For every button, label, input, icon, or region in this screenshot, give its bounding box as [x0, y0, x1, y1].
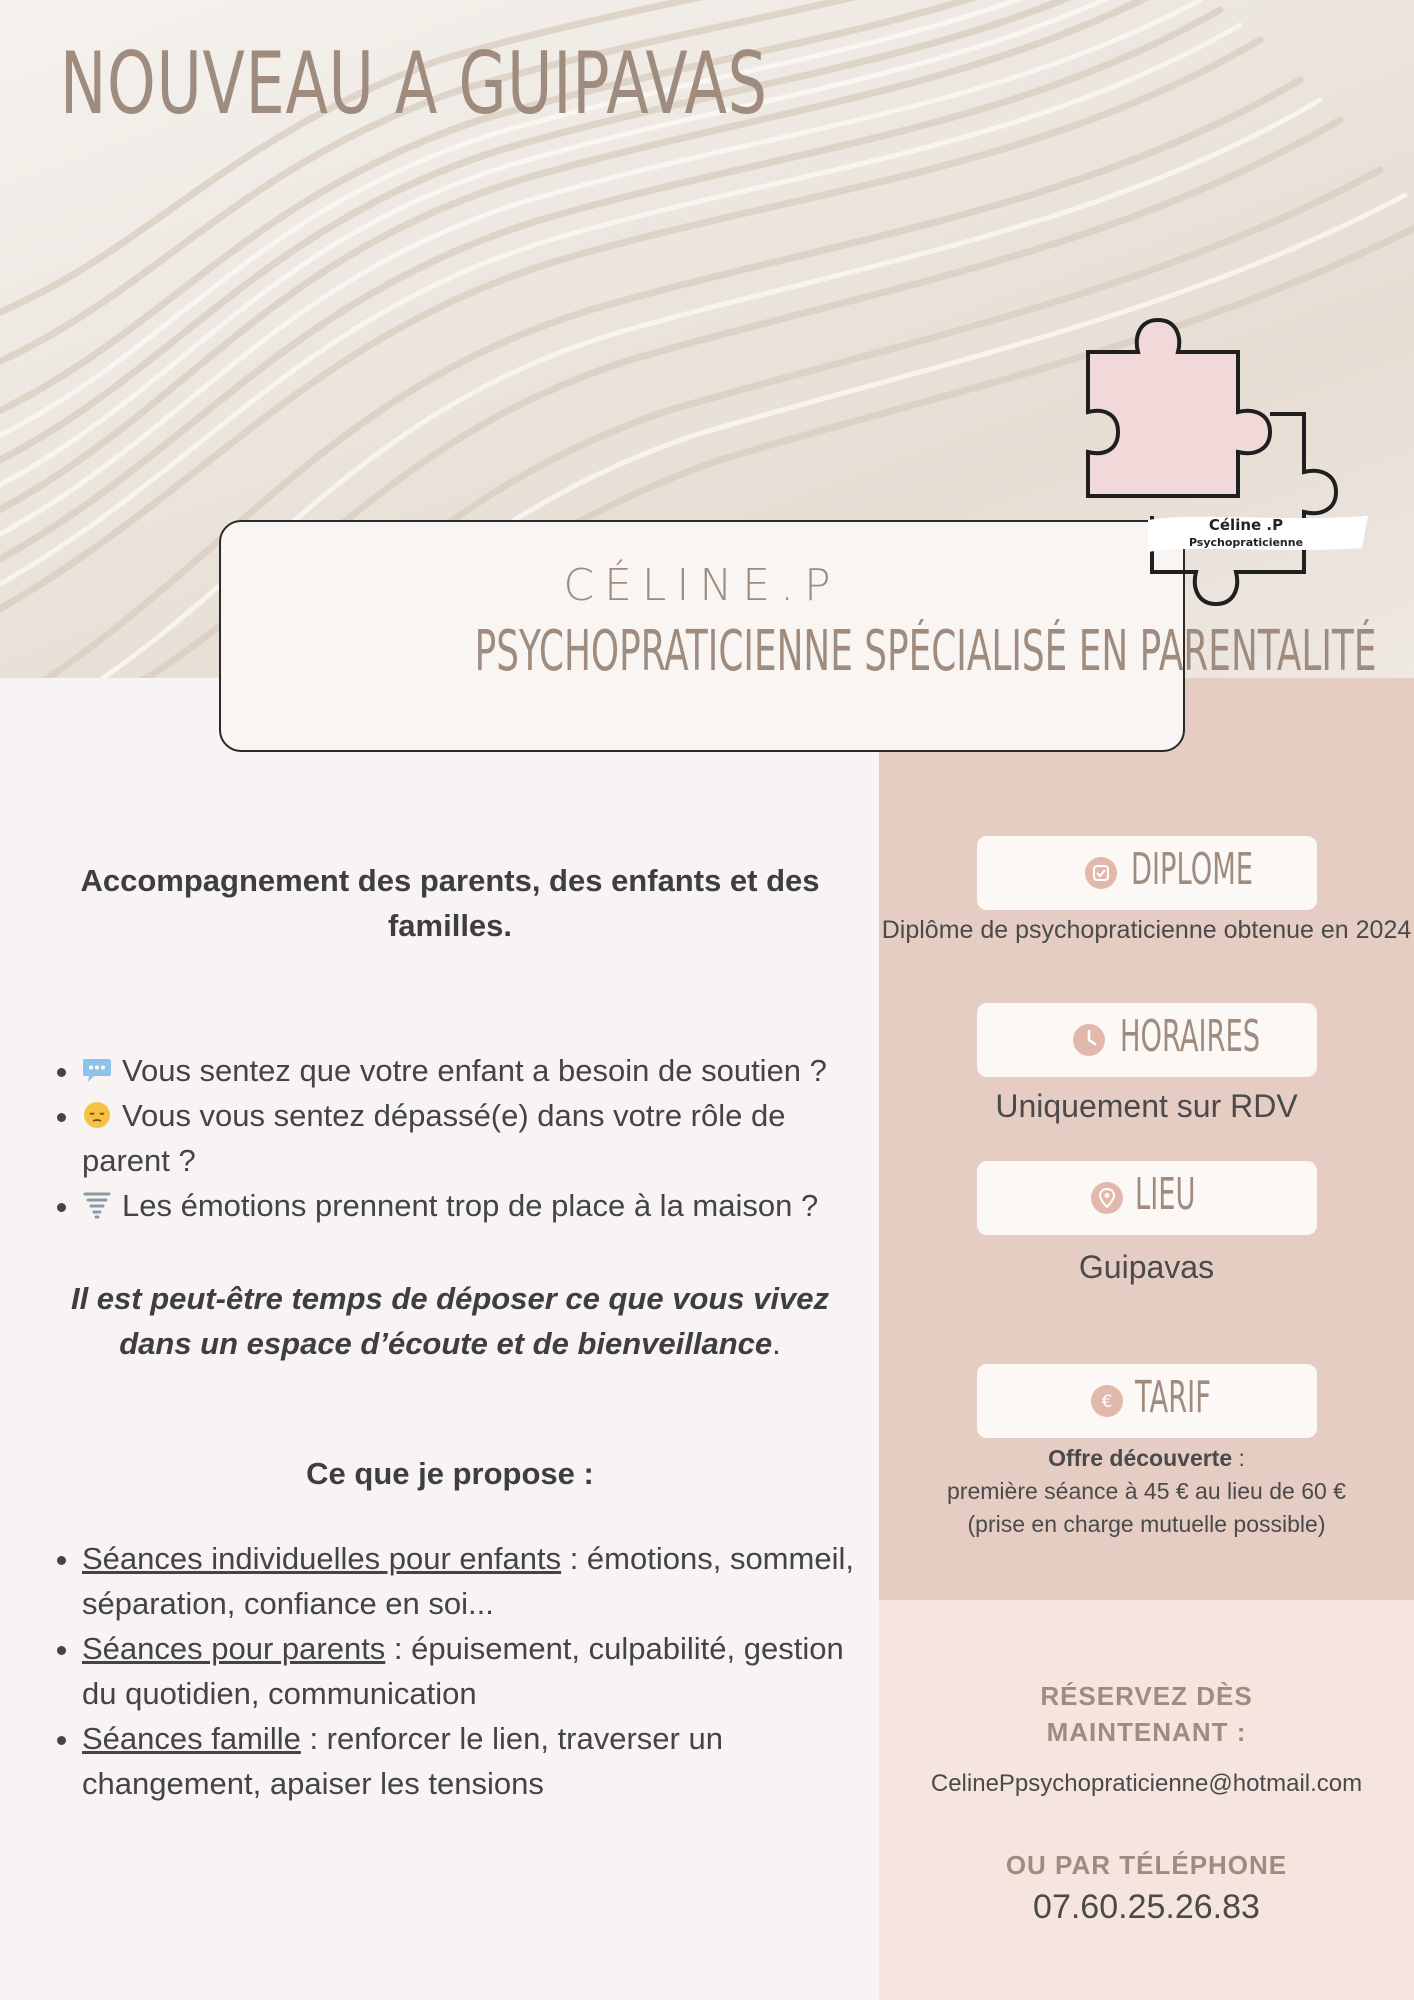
question-list [40, 1048, 860, 1228]
lieu-badge [977, 1161, 1317, 1235]
certificate-icon [1085, 857, 1117, 889]
diplome-text: Diplôme de psychopraticienne obtenue en 2024 [881, 916, 1412, 944]
service-label: Séances individuelles pour enfants [82, 1541, 562, 1576]
list-item [82, 1048, 860, 1093]
offer-text: première séance à 45 € au lieu de 60 € [947, 1478, 1346, 1504]
tarif-badge [977, 1364, 1317, 1438]
name-banner [219, 520, 1377, 752]
list-item [82, 1183, 860, 1228]
main-content [40, 858, 860, 1806]
diplome-badge [977, 836, 1317, 910]
reserve-heading: RÉSERVEZ DÈS MAINTENANT : [1040, 1681, 1253, 1747]
offer-label: Offre découverte [1048, 1445, 1233, 1471]
logo-subtitle: Psychopraticienne [1188, 536, 1304, 549]
offer-line [879, 1442, 1414, 1475]
service-text: : émotions, sommeil, séparation, confiance en soi... [82, 1541, 854, 1621]
tarif-label: TARIF [1135, 1372, 1211, 1423]
service-text: : épuisement, culpabilité, gestion du quotidien, communication [82, 1631, 844, 1711]
horaires-text: Uniquement sur RDV [995, 1088, 1298, 1124]
puzzle-icon [1078, 316, 1370, 608]
quote-text: Il est peut-être temps de déposer ce que vous vivez dans un espace d’écoute et de bienveillance [70, 1281, 830, 1361]
list-item [82, 1093, 860, 1183]
offer-separator: : [1232, 1445, 1245, 1471]
horaires-label: HORAIRES [1120, 1011, 1261, 1062]
tornado-icon [82, 1191, 112, 1219]
intro-text: Accompagnement des parents, des enfants et des familles. [80, 863, 820, 943]
service-label: Séances famille [82, 1721, 301, 1756]
speech-bubble-icon [82, 1056, 112, 1084]
services-heading: Ce que je propose : [306, 1456, 594, 1491]
horaires-badge [977, 1003, 1317, 1077]
tarif-details [879, 1442, 1414, 1541]
puzzle-logo [1078, 316, 1370, 608]
location-pin-icon [1091, 1182, 1123, 1214]
list-item [82, 1536, 860, 1626]
question-text: Les émotions prennent trop de place à la maison ? [122, 1188, 819, 1223]
contact-phone[interactable]: 07.60.25.26.83 [1033, 1888, 1260, 1926]
reassurance-quote [40, 1276, 860, 1366]
phone-heading: OU PAR TÉLÉPHONE [1005, 1850, 1288, 1880]
services-list [40, 1536, 860, 1806]
service-label: Séances pour parents [82, 1631, 386, 1666]
clock-icon [1073, 1024, 1105, 1056]
logo-name: Céline .P [1208, 516, 1284, 534]
diplome-label: DIPLOME [1131, 844, 1253, 895]
offer-note: (prise en charge mutuelle possible) [967, 1511, 1326, 1537]
pensive-face-icon [82, 1101, 112, 1129]
question-text: Vous vous sentez dépassé(e) dans votre rôle de parent ? [82, 1098, 786, 1178]
lieu-text: Guipavas [1078, 1249, 1215, 1285]
service-text: : renforcer le lien, traverser un changement, apaiser les tensions [82, 1721, 723, 1801]
contact-email[interactable]: CelinePpsychopraticienne@hotmail.com [930, 1770, 1363, 1797]
quote-end: . [772, 1326, 781, 1361]
svg-text:€: € [1101, 1392, 1113, 1412]
practitioner-name: CÉLINE.P [563, 560, 841, 611]
lieu-label: LIEU [1135, 1169, 1196, 1220]
list-item [82, 1716, 860, 1806]
euro-icon [1091, 1385, 1123, 1417]
practitioner-specialty: PSYCHOPRATICIENNE SPÉCIALISÉ EN PARENTALITÉ [474, 619, 1377, 684]
contact-panel [879, 1600, 1414, 2000]
page-title: NOUVEAU A GUIPAVAS [60, 34, 768, 134]
question-text: Vous sentez que votre enfant a besoin de soutien ? [122, 1053, 827, 1088]
list-item [82, 1626, 860, 1716]
